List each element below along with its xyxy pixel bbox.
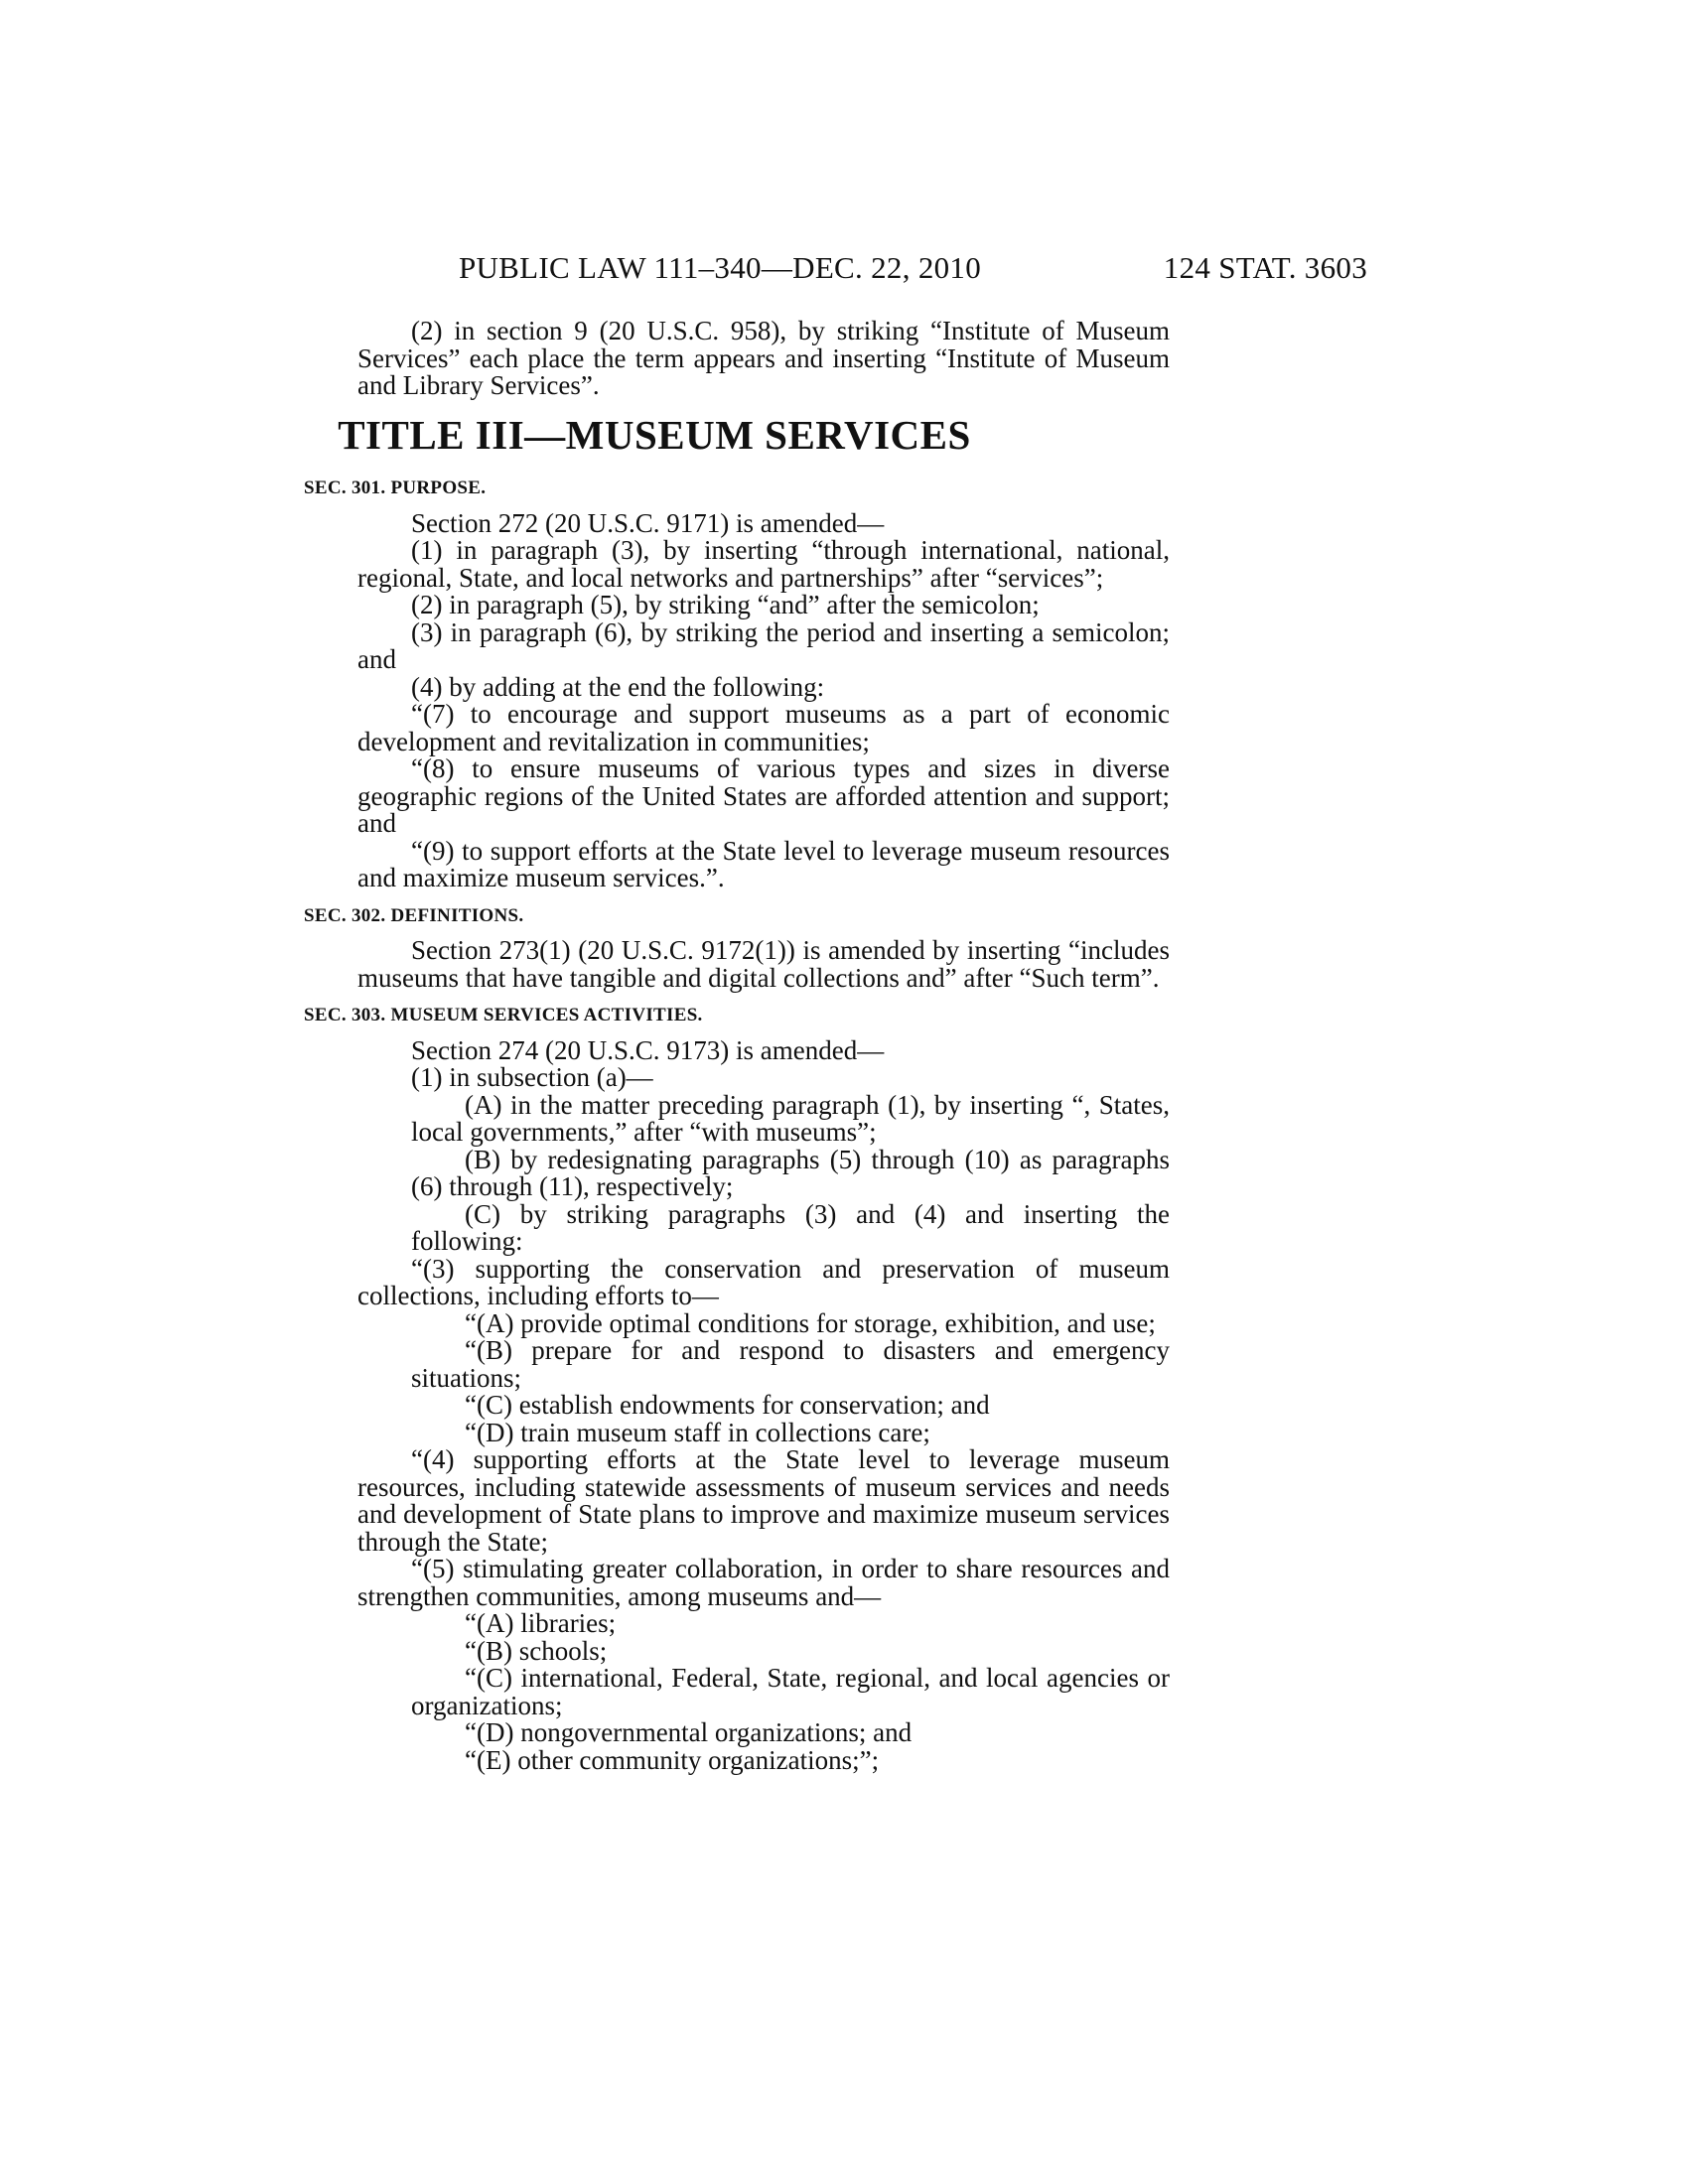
running-header	[0, 250, 1688, 290]
paragraph-5-a: “(A) libraries;	[465, 1608, 617, 1638]
paragraph-5: “(5) stimulating greater collaboration, in order to share resources and strengthen communities, among museums and—	[357, 1554, 1170, 1611]
section-301-item: (3) in paragraph (6), by striking the period and inserting a semicolon; and	[357, 616, 1170, 674]
paragraph-3-a: “(A) provide optimal conditions for storage, exhibition, and use;	[465, 1307, 1156, 1338]
header-stat-page: 124 STAT. 3603	[1163, 250, 1367, 285]
section-303-clause-c: (C) by striking paragraphs (3) and (4) and inserting the following:	[411, 1198, 1170, 1256]
section-301-item: (4) by adding at the end the following:	[411, 671, 825, 702]
section-301-item: “(8) to ensure museums of various types and sizes in diverse geographic regions of the United States are afforded attention and support; and	[357, 753, 1170, 838]
paragraph-4: “(4) supporting efforts at the State level to leverage museum resources, including statewide assessments of museum services and needs and development of State plans to improve and maximize museum services through the State;	[357, 1444, 1170, 1557]
paragraph-5-d: “(D) nongovernmental organizations; and	[465, 1717, 913, 1747]
header-law-citation: PUBLIC LAW 111–340—DEC. 22, 2010	[458, 250, 982, 285]
section-301-item: (2) in paragraph (5), by striking “and” after the semicolon;	[411, 590, 1040, 619]
section-303-subsection-a: (1) in subsection (a)—	[411, 1062, 653, 1092]
section-303-clause-a: (A) in the matter preceding paragraph (1), by inserting “, States, local governments,” after “with museums”;	[411, 1089, 1170, 1147]
document-body	[304, 316, 1170, 1775]
paragraph-3-c: “(C) establish endowments for conservation; and	[465, 1390, 990, 1420]
paragraph-3: “(3) supporting the conservation and preservation of museum collections, including efforts to—	[357, 1253, 1170, 1310]
section-301-lead: Section 272 (20 U.S.C. 9171) is amended—	[411, 507, 885, 538]
paragraph-3-b: “(B) prepare for and respond to disasters and emergency situations;	[411, 1335, 1170, 1393]
section-303-lead: Section 274 (20 U.S.C. 9173) is amended—	[411, 1034, 885, 1065]
paragraph-5-b: “(B) schools;	[465, 1635, 608, 1666]
section-301-heading: SEC. 301. PURPOSE.	[304, 478, 487, 498]
section-301-item: (1) in paragraph (3), by inserting “through international, national, regional, State, and local networks and partnerships” after “services”;	[357, 535, 1170, 593]
intro-paragraph: (2) in section 9 (20 U.S.C. 958), by striking “Institute of Museum Services” each place the term appears and inserting “Institute of Museum and Library Services”.	[357, 316, 1170, 400]
title-heading: TITLE III—MUSEUM SERVICES	[338, 411, 971, 458]
paragraph-5-e: “(E) other community organizations;”;	[465, 1744, 880, 1775]
section-303-clause-b: (B) by redesignating paragraphs (5) through (10) as paragraphs (6) through (11), respectively;	[411, 1144, 1170, 1201]
section-302-heading: SEC. 302. DEFINITIONS.	[304, 904, 524, 926]
section-303-heading: SEC. 303. MUSEUM SERVICES ACTIVITIES.	[304, 1005, 703, 1025]
paragraph-5-c: “(C) international, Federal, State, regional, and local agencies or organizations;	[411, 1663, 1170, 1720]
section-301-item: “(9) to support efforts at the State level to leverage museum resources and maximize museum services.”.	[357, 835, 1170, 892]
paragraph-3-d: “(D) train museum staff in collections care;	[465, 1417, 930, 1447]
section-302-text: Section 273(1) (20 U.S.C. 9172(1)) is amended by inserting “includes museums that have tangible and digital collections and” after “Such term”.	[357, 935, 1170, 993]
section-301-item: “(7) to encourage and support museums as a part of economic development and revitalization in communities;	[357, 699, 1170, 756]
